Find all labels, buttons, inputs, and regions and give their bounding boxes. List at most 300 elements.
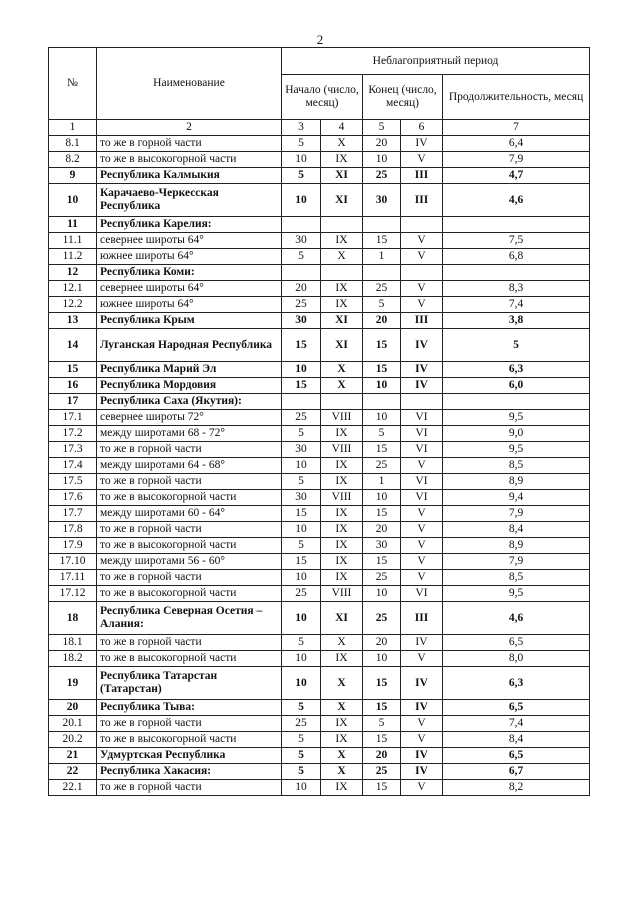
row-number: 17.1 xyxy=(49,410,97,426)
row-name: Республика Марий Эл xyxy=(97,362,282,378)
table-body xyxy=(49,136,590,796)
start-month: IX xyxy=(321,651,363,667)
row-number: 8.2 xyxy=(49,152,97,168)
table-row xyxy=(49,265,590,281)
row-name: то же в высокогорной части xyxy=(97,490,282,506)
end-day: 20 xyxy=(363,635,401,651)
table-row xyxy=(49,490,590,506)
start-month: X xyxy=(321,362,363,378)
start-month xyxy=(321,217,363,233)
duration: 7,9 xyxy=(443,554,590,570)
end-month: V xyxy=(401,233,443,249)
end-month: IV xyxy=(401,748,443,764)
start-month: X xyxy=(321,667,363,700)
row-number: 17.8 xyxy=(49,522,97,538)
header-period: Неблагоприятный период xyxy=(282,48,590,75)
end-month: VI xyxy=(401,586,443,602)
end-month xyxy=(401,394,443,410)
row-number: 13 xyxy=(49,313,97,329)
row-name: то же в высокогорной части xyxy=(97,732,282,748)
start-day: 10 xyxy=(282,667,321,700)
start-month: VIII xyxy=(321,410,363,426)
start-month xyxy=(321,265,363,281)
start-month: VIII xyxy=(321,490,363,506)
row-name: то же в горной части xyxy=(97,522,282,538)
end-day: 25 xyxy=(363,602,401,635)
start-day xyxy=(282,265,321,281)
start-day: 5 xyxy=(282,474,321,490)
end-month: V xyxy=(401,732,443,748)
row-number: 17.9 xyxy=(49,538,97,554)
duration: 7,9 xyxy=(443,506,590,522)
table-row xyxy=(49,410,590,426)
duration xyxy=(443,217,590,233)
end-day: 25 xyxy=(363,281,401,297)
start-month: XI xyxy=(321,184,363,217)
column-number: 3 xyxy=(282,120,321,136)
end-month: VI xyxy=(401,410,443,426)
row-number: 17.10 xyxy=(49,554,97,570)
end-day: 15 xyxy=(363,329,401,362)
table-row xyxy=(49,474,590,490)
duration: 9,4 xyxy=(443,490,590,506)
duration: 6,5 xyxy=(443,700,590,716)
row-number: 17 xyxy=(49,394,97,410)
start-month: XI xyxy=(321,168,363,184)
end-month: V xyxy=(401,538,443,554)
start-day: 5 xyxy=(282,168,321,184)
row-name: Республика Татарстан (Татарстан) xyxy=(97,667,282,700)
start-month: XI xyxy=(321,602,363,635)
row-number: 8.1 xyxy=(49,136,97,152)
end-day: 25 xyxy=(363,168,401,184)
end-month: V xyxy=(401,522,443,538)
end-day: 15 xyxy=(363,442,401,458)
row-name: между широтами 56 - 60° xyxy=(97,554,282,570)
start-month: IX xyxy=(321,570,363,586)
duration: 3,8 xyxy=(443,313,590,329)
start-month: IX xyxy=(321,716,363,732)
row-name: между широтами 60 - 64° xyxy=(97,506,282,522)
row-name: Республика Коми: xyxy=(97,265,282,281)
table-row xyxy=(49,700,590,716)
end-day: 10 xyxy=(363,490,401,506)
start-day: 5 xyxy=(282,700,321,716)
table-row xyxy=(49,281,590,297)
column-number: 7 xyxy=(443,120,590,136)
row-number: 12 xyxy=(49,265,97,281)
row-number: 21 xyxy=(49,748,97,764)
start-day: 5 xyxy=(282,732,321,748)
start-month: XI xyxy=(321,329,363,362)
end-month: VI xyxy=(401,474,443,490)
row-number: 14 xyxy=(49,329,97,362)
end-month xyxy=(401,217,443,233)
end-day: 15 xyxy=(363,667,401,700)
row-number: 17.6 xyxy=(49,490,97,506)
duration: 6,3 xyxy=(443,362,590,378)
duration: 8,9 xyxy=(443,538,590,554)
end-month: V xyxy=(401,152,443,168)
start-day: 10 xyxy=(282,780,321,796)
end-day: 25 xyxy=(363,570,401,586)
start-day: 30 xyxy=(282,442,321,458)
start-day: 30 xyxy=(282,313,321,329)
start-day: 5 xyxy=(282,764,321,780)
row-name: то же в высокогорной части xyxy=(97,651,282,667)
start-day: 30 xyxy=(282,233,321,249)
start-month: IX xyxy=(321,152,363,168)
table-row xyxy=(49,651,590,667)
start-day: 15 xyxy=(282,554,321,570)
duration: 6,4 xyxy=(443,136,590,152)
start-day: 5 xyxy=(282,635,321,651)
start-month: X xyxy=(321,748,363,764)
table-row xyxy=(49,233,590,249)
row-number: 19 xyxy=(49,667,97,700)
duration: 7,4 xyxy=(443,297,590,313)
end-day: 15 xyxy=(363,233,401,249)
table-row xyxy=(49,378,590,394)
row-name: Республика Крым xyxy=(97,313,282,329)
row-name: севернее широты 64° xyxy=(97,233,282,249)
table-row xyxy=(49,586,590,602)
row-name: Республика Карелия: xyxy=(97,217,282,233)
duration: 6,5 xyxy=(443,635,590,651)
row-name: Республика Хакасия: xyxy=(97,764,282,780)
column-number: 6 xyxy=(401,120,443,136)
start-month: IX xyxy=(321,538,363,554)
row-number: 20.2 xyxy=(49,732,97,748)
end-day: 15 xyxy=(363,362,401,378)
unfavorable-period-table xyxy=(48,47,590,796)
start-month: IX xyxy=(321,522,363,538)
column-number: 4 xyxy=(321,120,363,136)
end-day: 20 xyxy=(363,748,401,764)
start-day xyxy=(282,217,321,233)
row-number: 20 xyxy=(49,700,97,716)
row-number: 10 xyxy=(49,184,97,217)
start-month: IX xyxy=(321,474,363,490)
row-name: Республика Саха (Якутия): xyxy=(97,394,282,410)
start-day: 25 xyxy=(282,586,321,602)
end-day xyxy=(363,394,401,410)
start-day: 5 xyxy=(282,426,321,442)
header-end: Конец (число, месяц) xyxy=(363,75,443,120)
row-name: Карачаево-Черкесская Республика xyxy=(97,184,282,217)
start-day: 10 xyxy=(282,522,321,538)
row-number: 15 xyxy=(49,362,97,378)
start-day: 10 xyxy=(282,152,321,168)
table-row xyxy=(49,506,590,522)
row-number: 20.1 xyxy=(49,716,97,732)
duration: 8,9 xyxy=(443,474,590,490)
end-month: VI xyxy=(401,426,443,442)
row-name: то же в горной части xyxy=(97,442,282,458)
duration: 7,5 xyxy=(443,233,590,249)
end-day: 15 xyxy=(363,732,401,748)
row-number: 18 xyxy=(49,602,97,635)
row-name: то же в высокогорной части xyxy=(97,538,282,554)
start-day: 5 xyxy=(282,748,321,764)
duration: 9,5 xyxy=(443,586,590,602)
end-month: IV xyxy=(401,362,443,378)
end-day: 10 xyxy=(363,410,401,426)
end-day: 20 xyxy=(363,313,401,329)
end-day xyxy=(363,265,401,281)
end-day: 30 xyxy=(363,538,401,554)
table-row xyxy=(49,635,590,651)
start-day: 10 xyxy=(282,184,321,217)
end-day xyxy=(363,217,401,233)
start-day: 25 xyxy=(282,716,321,732)
end-day: 30 xyxy=(363,184,401,217)
duration: 6,8 xyxy=(443,249,590,265)
start-day: 15 xyxy=(282,378,321,394)
start-month: IX xyxy=(321,506,363,522)
table-row xyxy=(49,442,590,458)
end-day: 10 xyxy=(363,586,401,602)
end-month: V xyxy=(401,458,443,474)
end-month: V xyxy=(401,780,443,796)
row-number: 9 xyxy=(49,168,97,184)
row-name: южнее широты 64° xyxy=(97,297,282,313)
start-month: X xyxy=(321,249,363,265)
end-month: III xyxy=(401,602,443,635)
duration: 8,4 xyxy=(443,732,590,748)
end-month: V xyxy=(401,281,443,297)
end-day: 15 xyxy=(363,780,401,796)
start-month xyxy=(321,394,363,410)
table-row xyxy=(49,313,590,329)
duration: 4,7 xyxy=(443,168,590,184)
row-number: 17.4 xyxy=(49,458,97,474)
end-day: 5 xyxy=(363,716,401,732)
start-day: 10 xyxy=(282,651,321,667)
start-month: IX xyxy=(321,233,363,249)
end-day: 10 xyxy=(363,152,401,168)
duration: 4,6 xyxy=(443,602,590,635)
start-day xyxy=(282,394,321,410)
end-month: IV xyxy=(401,700,443,716)
end-month: V xyxy=(401,297,443,313)
table-row xyxy=(49,394,590,410)
start-month: IX xyxy=(321,426,363,442)
table-row xyxy=(49,554,590,570)
row-name: между широтами 64 - 68° xyxy=(97,458,282,474)
table-row xyxy=(49,217,590,233)
row-name: Республика Тыва: xyxy=(97,700,282,716)
row-name: то же в высокогорной части xyxy=(97,586,282,602)
end-day: 1 xyxy=(363,249,401,265)
start-month: X xyxy=(321,635,363,651)
end-month: IV xyxy=(401,329,443,362)
start-month: X xyxy=(321,136,363,152)
start-month: VIII xyxy=(321,586,363,602)
header-name: Наименование xyxy=(97,48,282,120)
end-day: 20 xyxy=(363,136,401,152)
row-name: то же в горной части xyxy=(97,780,282,796)
start-day: 10 xyxy=(282,570,321,586)
table-row xyxy=(49,297,590,313)
start-month: X xyxy=(321,700,363,716)
row-number: 22 xyxy=(49,764,97,780)
table-row xyxy=(49,716,590,732)
duration: 8,2 xyxy=(443,780,590,796)
end-month: VI xyxy=(401,490,443,506)
row-number: 11.1 xyxy=(49,233,97,249)
start-month: XI xyxy=(321,313,363,329)
end-month: V xyxy=(401,570,443,586)
row-number: 17.2 xyxy=(49,426,97,442)
row-number: 17.7 xyxy=(49,506,97,522)
column-numbers-row xyxy=(49,120,590,136)
end-month: V xyxy=(401,506,443,522)
row-number: 17.5 xyxy=(49,474,97,490)
start-month: IX xyxy=(321,780,363,796)
table-row xyxy=(49,426,590,442)
table-row xyxy=(49,458,590,474)
table-row xyxy=(49,249,590,265)
end-day: 10 xyxy=(363,651,401,667)
start-month: IX xyxy=(321,554,363,570)
row-number: 12.1 xyxy=(49,281,97,297)
start-month: IX xyxy=(321,297,363,313)
end-day: 15 xyxy=(363,506,401,522)
start-day: 5 xyxy=(282,538,321,554)
end-month: IV xyxy=(401,136,443,152)
end-month: III xyxy=(401,168,443,184)
start-day: 10 xyxy=(282,458,321,474)
row-number: 17.11 xyxy=(49,570,97,586)
row-number: 12.2 xyxy=(49,297,97,313)
table-row xyxy=(49,329,590,362)
header-start: Начало (число, месяц) xyxy=(282,75,363,120)
start-day: 25 xyxy=(282,297,321,313)
table-row xyxy=(49,522,590,538)
end-month: V xyxy=(401,651,443,667)
end-day: 25 xyxy=(363,764,401,780)
row-number: 11 xyxy=(49,217,97,233)
start-month: IX xyxy=(321,732,363,748)
start-month: X xyxy=(321,764,363,780)
end-day: 5 xyxy=(363,297,401,313)
duration: 8,5 xyxy=(443,458,590,474)
end-month: V xyxy=(401,716,443,732)
duration: 7,4 xyxy=(443,716,590,732)
row-name: то же в горной части xyxy=(97,474,282,490)
duration: 6,0 xyxy=(443,378,590,394)
table-row xyxy=(49,570,590,586)
row-number: 22.1 xyxy=(49,780,97,796)
duration: 6,7 xyxy=(443,764,590,780)
table-row xyxy=(49,152,590,168)
duration: 6,3 xyxy=(443,667,590,700)
table-row xyxy=(49,136,590,152)
table-row xyxy=(49,748,590,764)
table-row xyxy=(49,667,590,700)
end-day: 10 xyxy=(363,378,401,394)
start-day: 10 xyxy=(282,602,321,635)
row-name: севернее широты 64° xyxy=(97,281,282,297)
duration: 8,3 xyxy=(443,281,590,297)
row-name: Луганская Народная Республика xyxy=(97,329,282,362)
duration: 9,0 xyxy=(443,426,590,442)
start-month: X xyxy=(321,378,363,394)
end-day: 25 xyxy=(363,458,401,474)
end-month: VI xyxy=(401,442,443,458)
table-row xyxy=(49,732,590,748)
start-day: 20 xyxy=(282,281,321,297)
row-name: то же в высокогорной части xyxy=(97,152,282,168)
start-day: 25 xyxy=(282,410,321,426)
start-month: IX xyxy=(321,281,363,297)
row-number: 11.2 xyxy=(49,249,97,265)
row-name: Республика Северная Осетия – Алания: xyxy=(97,602,282,635)
duration: 8,4 xyxy=(443,522,590,538)
table-row xyxy=(49,168,590,184)
duration xyxy=(443,265,590,281)
row-name: то же в горной части xyxy=(97,716,282,732)
end-day: 20 xyxy=(363,522,401,538)
start-day: 30 xyxy=(282,490,321,506)
end-day: 15 xyxy=(363,700,401,716)
duration: 8,5 xyxy=(443,570,590,586)
duration: 9,5 xyxy=(443,442,590,458)
header-duration: Продолжительность, месяц xyxy=(443,75,590,120)
row-name: севернее широты 72° xyxy=(97,410,282,426)
row-number: 18.2 xyxy=(49,651,97,667)
end-day: 5 xyxy=(363,426,401,442)
table-row xyxy=(49,780,590,796)
duration xyxy=(443,394,590,410)
start-month: IX xyxy=(321,458,363,474)
row-number: 18.1 xyxy=(49,635,97,651)
row-name: то же в горной части xyxy=(97,570,282,586)
end-month: IV xyxy=(401,667,443,700)
column-number: 2 xyxy=(97,120,282,136)
end-day: 15 xyxy=(363,554,401,570)
end-month: V xyxy=(401,249,443,265)
row-name: то же в горной части xyxy=(97,136,282,152)
start-day: 15 xyxy=(282,506,321,522)
start-day: 5 xyxy=(282,249,321,265)
duration: 5 xyxy=(443,329,590,362)
end-month: V xyxy=(401,554,443,570)
end-month: III xyxy=(401,313,443,329)
end-month: IV xyxy=(401,635,443,651)
column-number: 1 xyxy=(49,120,97,136)
end-day: 1 xyxy=(363,474,401,490)
header-num: № xyxy=(49,48,97,120)
table-row xyxy=(49,538,590,554)
column-number: 5 xyxy=(363,120,401,136)
end-month: III xyxy=(401,184,443,217)
duration: 7,9 xyxy=(443,152,590,168)
row-name: Республика Калмыкия xyxy=(97,168,282,184)
row-name: то же в горной части xyxy=(97,635,282,651)
end-month: IV xyxy=(401,764,443,780)
start-day: 15 xyxy=(282,329,321,362)
row-number: 16 xyxy=(49,378,97,394)
start-day: 5 xyxy=(282,136,321,152)
row-number: 17.12 xyxy=(49,586,97,602)
end-month: IV xyxy=(401,378,443,394)
duration: 9,5 xyxy=(443,410,590,426)
row-name: между широтами 68 - 72° xyxy=(97,426,282,442)
table-row xyxy=(49,602,590,635)
row-name: Удмуртская Республика xyxy=(97,748,282,764)
